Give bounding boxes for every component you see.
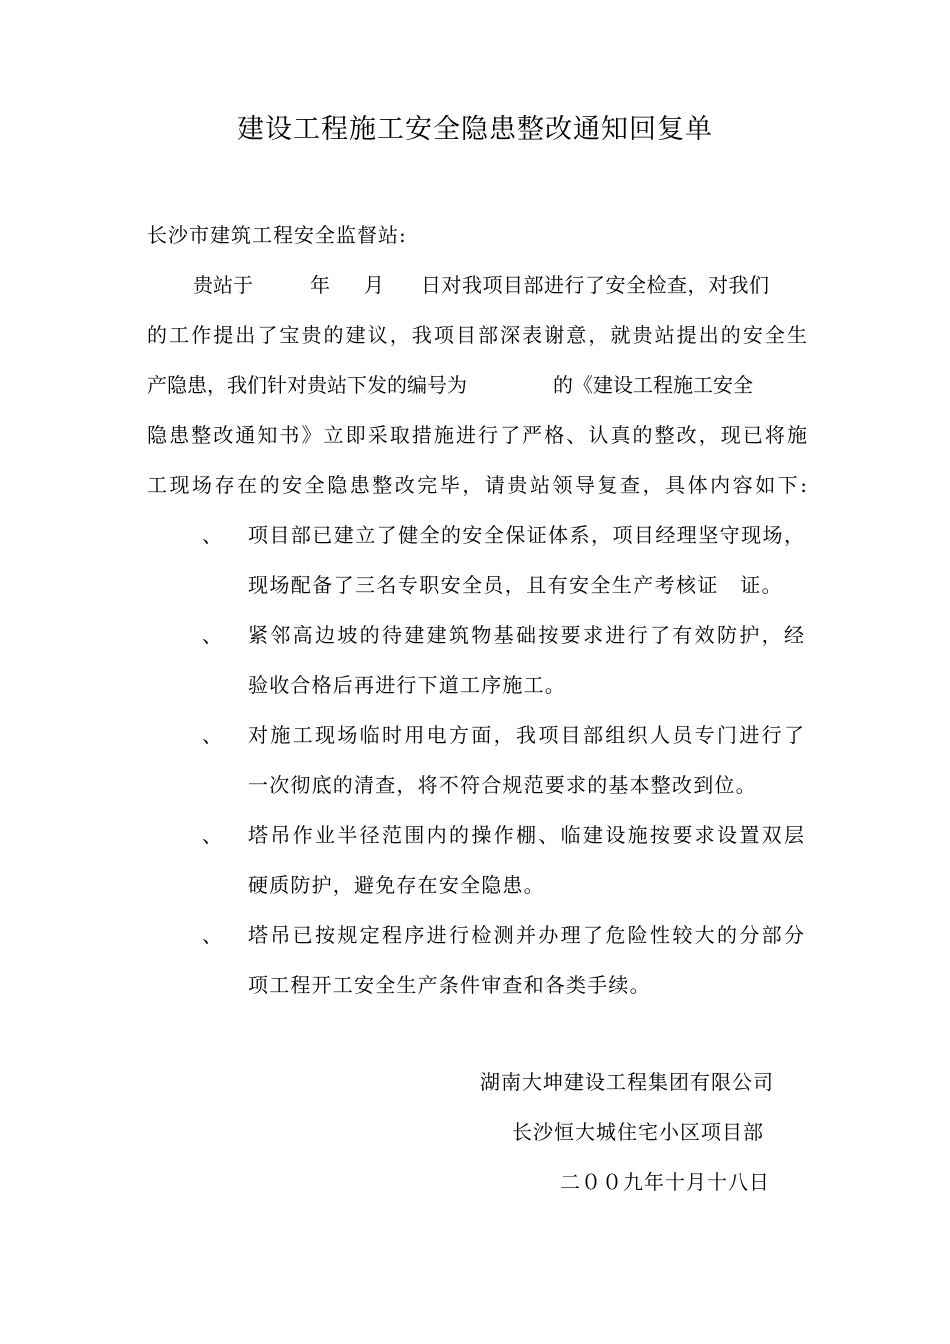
intro-tail: 日对我项目部进行了安全检查，对我们: [421, 273, 770, 297]
intro-lead: 贵站于: [193, 273, 253, 297]
list-item-4-line-1: 塔吊作业半径范围内的操作棚、临建设施按要求设置双层: [248, 823, 804, 847]
list-item-2-line-1: 紧邻高边坡的待建建筑物基础按要求进行了有效防护，经: [248, 623, 804, 647]
list-item-1-line-2: 现场配备了三名专职安全员，且有安全生产考核证 证。: [248, 573, 783, 597]
intro-line-3-lead: 产隐患，我们针对贵站下发的编号为: [147, 373, 467, 397]
intro-month-label: 月: [364, 273, 384, 297]
intro-year-label: 年: [310, 273, 330, 297]
list-item-3-line-1: 对施工现场临时用电方面，我项目部组织人员专门进行了: [248, 723, 804, 747]
document-title: 建设工程施工安全隐患整改通知回复单: [237, 114, 713, 145]
signature-department: 长沙恒大城住宅小区项目部: [512, 1120, 764, 1144]
signature-date: 二００九年十月十八日: [560, 1170, 770, 1194]
intro-line-1: [147, 268, 807, 302]
list-item-5-line-2: 项工程开工安全生产条件审查和各类手续。: [248, 973, 651, 997]
intro-line-2: 的工作提出了宝贵的建议，我项目部深表谢意，就贵站提出的安全生: [147, 323, 807, 347]
intro-line-4: 隐患整改通知书》立即采取措施进行了严格、认真的整改，现已将施: [147, 423, 807, 447]
list-item-4-mark: 、: [202, 823, 222, 847]
list-item-4-line-2: 硬质防护，避免存在安全隐患。: [248, 873, 545, 897]
list-item-5-mark: 、: [202, 923, 222, 947]
intro-line-3: [147, 368, 807, 402]
intro-line-5: 工现场存在的安全隐患整改完毕，请贵站领导复查，具体内容如下:: [147, 473, 807, 497]
list-item-1-line-1: 项目部已建立了健全的安全保证体系，项目经理坚守现场，: [248, 523, 804, 547]
list-item-1-mark: 、: [202, 523, 222, 547]
signature-company: 湖南大坤建设工程集团有限公司: [480, 1070, 774, 1094]
list-item-2-line-2: 验收合格后再进行下道工序施工。: [248, 673, 566, 697]
list-item-3-mark: 、: [202, 723, 222, 747]
list-item-5-line-1: 塔吊已按规定程序进行检测并办理了危险性较大的分部分: [248, 923, 804, 947]
salutation: 长沙市建筑工程安全监督站:: [147, 223, 407, 247]
intro-line-3-tail: 的《建设工程施工安全: [553, 373, 753, 397]
list-item-2-mark: 、: [202, 623, 222, 647]
list-item-3-line-2: 一次彻底的清查，将不符合规范要求的基本整改到位。: [248, 773, 757, 797]
